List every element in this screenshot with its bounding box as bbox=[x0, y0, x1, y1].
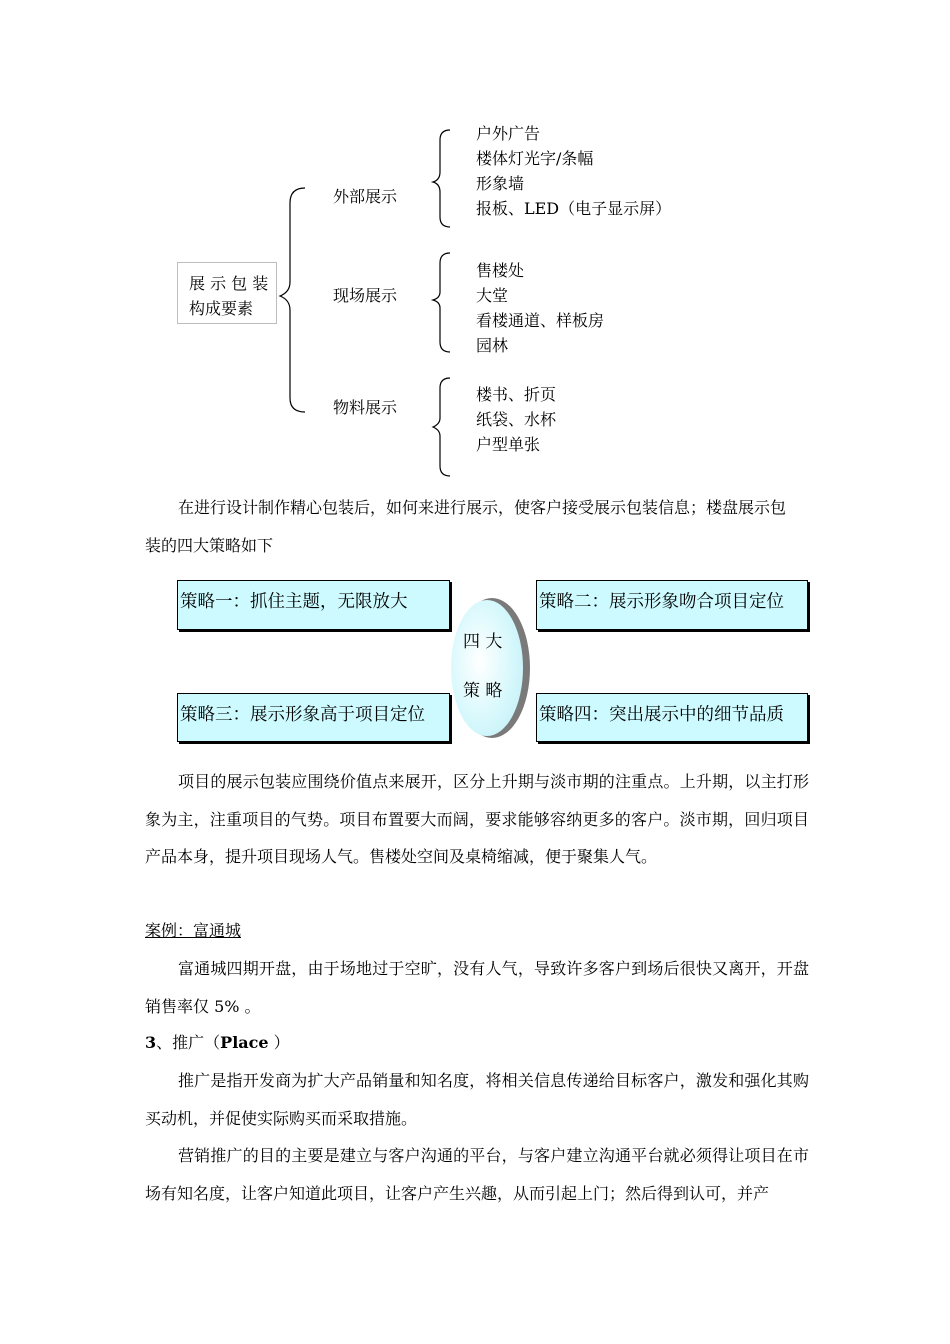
strategy-box-4: 策略四：突出展示中的细节品质 bbox=[536, 693, 808, 742]
intro-line-1: 在进行设计制作精心包装后，如何来进行展示，使客户接受展示包装信息；楼盘展示包 bbox=[178, 498, 787, 517]
branch-label-materials: 物料展示 bbox=[333, 398, 398, 417]
intro-line-2: 装的四大策略如下 bbox=[145, 535, 274, 555]
promo-text-2: 营销推广的目的主要是建立与客户沟通的平台，与客户建立沟通平台就必须得让项目在市场有知名度，让客户知道此项目，让客户产生兴趣，从而引起上门；然后得到认可，并产 bbox=[145, 1146, 809, 1203]
leaf-item: 售楼处 bbox=[476, 261, 525, 280]
brace-onsite bbox=[433, 253, 450, 352]
leaf-item: 形象墙 bbox=[476, 174, 525, 193]
leaf-item: 报板、LED（电子显示屏） bbox=[476, 199, 672, 218]
case-paragraph bbox=[145, 950, 809, 1025]
leaf-item: 户型单张 bbox=[476, 435, 541, 454]
leaf-item: 看楼通道、样板房 bbox=[476, 311, 605, 330]
strategy-box-3: 策略三：展示形象高于项目定位 bbox=[177, 693, 450, 742]
promo-text-1: 推广是指开发商为扩大产品销量和知名度，将相关信息传递给目标客户，激发和强化其购买动机，并促使实际购买而采取措施。 bbox=[145, 1071, 809, 1128]
root-line-2: 构成要素 bbox=[189, 299, 254, 318]
section-number: 3 bbox=[145, 1033, 157, 1052]
section-title-en: Place bbox=[220, 1033, 269, 1052]
focus-text: 项目的展示包装应围绕价值点来展开，区分上升期与淡市期的注重点。上升期，以主打形象为主，注重项目的气势。项目布置要大而阔，要求能够容纳更多的客户。淡市期，回归项目产品本身，提升项目现场人气。售楼处空间及桌椅缩减，便于聚集人气。 bbox=[145, 772, 809, 866]
center-oval bbox=[440, 592, 540, 742]
intro-paragraph bbox=[145, 489, 809, 564]
focus-paragraph bbox=[145, 763, 809, 876]
case-title: 案例：富通城 bbox=[145, 921, 242, 940]
promo-paragraph-1 bbox=[145, 1062, 809, 1137]
center-text-2: 策 略 bbox=[463, 681, 503, 701]
case-heading bbox=[145, 912, 809, 950]
leaf-item: 户外广告 bbox=[476, 124, 541, 143]
leaf-item: 大堂 bbox=[476, 286, 509, 305]
center-text-1: 四 大 bbox=[463, 632, 503, 652]
section-title: 、推广（ bbox=[156, 1033, 221, 1052]
strategy-box-1: 策略一：抓住主题，无限放大 bbox=[177, 580, 450, 630]
leaf-item: 楼体灯光字/条幅 bbox=[476, 149, 594, 168]
branch-label-external: 外部展示 bbox=[333, 187, 398, 206]
strategy-box-2: 策略二：展示形象吻合项目定位 bbox=[536, 580, 808, 630]
brace-materials bbox=[433, 378, 450, 476]
main-brace bbox=[280, 188, 305, 412]
leaf-item: 园林 bbox=[476, 336, 509, 355]
tree-braces bbox=[0, 0, 950, 500]
section-heading bbox=[145, 1024, 809, 1062]
section-title-end: ） bbox=[268, 1033, 290, 1052]
root-line-1: 展 示 包 装 bbox=[189, 274, 269, 293]
promo-paragraph-2 bbox=[145, 1137, 809, 1212]
leaf-item: 楼书、折页 bbox=[476, 385, 557, 404]
brace-external bbox=[433, 130, 450, 227]
leaf-item: 纸袋、水杯 bbox=[476, 410, 557, 429]
branch-label-onsite: 现场展示 bbox=[333, 286, 398, 305]
case-text: 富通城四期开盘，由于场地过于空旷，没有人气，导致许多客户到场后很快又离开，开盘销售率仅 5% 。 bbox=[145, 959, 809, 1016]
